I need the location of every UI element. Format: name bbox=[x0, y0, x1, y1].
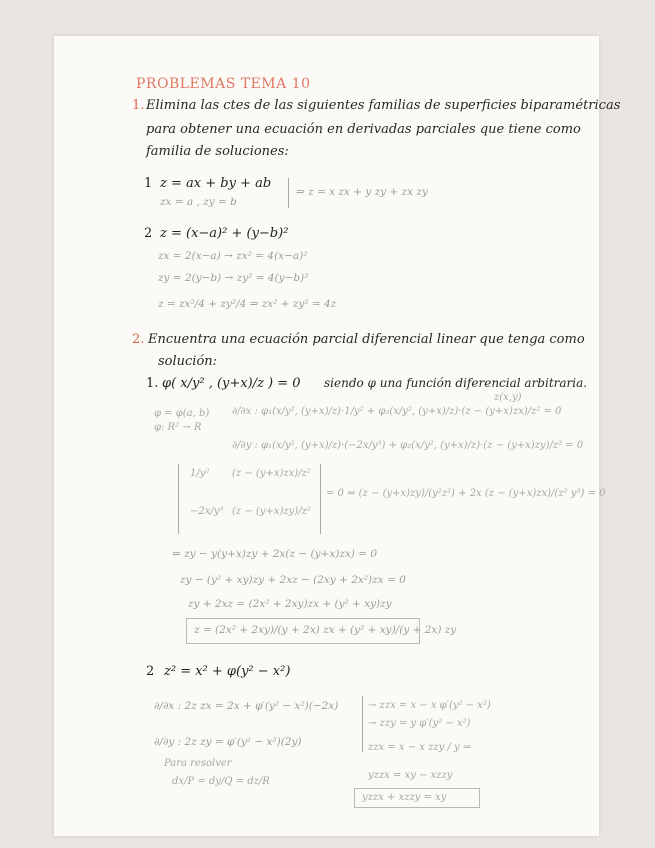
brace-1a bbox=[288, 178, 289, 208]
determinant-a: 1/y² bbox=[190, 468, 210, 479]
partial-x-line: ∂/∂x : φ₁(x/y², (y+x)/z)·1/y² + φ₂(x/y², (y+x)/z)·(z − (y+x)zx)/z² = 0 bbox=[232, 406, 562, 417]
phi-domain: φ: R² → R bbox=[154, 422, 202, 433]
determinant-d: (z − (y+x)zy)/z² bbox=[232, 506, 311, 517]
problem-1a-derivatives: zx = a , zy = b bbox=[160, 196, 237, 208]
problem-2b-r2: → zzy = y φ′(y² − x²) bbox=[368, 718, 471, 729]
problem-2a-description: siendo φ una función diferencial arbitraria. bbox=[324, 376, 588, 390]
simplify-step-2: zy − (y² + xy)zy + 2xz − (2xy + 2x²)zx = 0 bbox=[180, 574, 406, 586]
determinant-b: (z − (y+x)zx)/z² bbox=[232, 468, 311, 479]
problem-2b-label: 2 bbox=[146, 664, 155, 679]
problem-2b-r1: → zzx = x − x φ′(y² − x²) bbox=[368, 700, 491, 711]
problem-1a-equation: z = ax + by + ab bbox=[160, 176, 272, 191]
determinant-right-bar bbox=[320, 464, 321, 534]
problem-1-line-3: familia de soluciones: bbox=[146, 144, 289, 159]
problem-2b-r3: zzx = x − x zzy / y ⇒ bbox=[368, 742, 472, 753]
problem-2-line-1: Encuentra una ecuación parcial diferencial linear que tenga como bbox=[148, 332, 585, 347]
problem-2b-dx: ∂/∂x : 2z zx = 2x + φ′(y² − x²)(−2x) bbox=[154, 700, 339, 712]
page-title: PROBLEMAS TEMA 10 bbox=[136, 76, 311, 92]
determinant-result: = 0 ⇔ (z − (y+x)zy)/(y²z²) + 2x (z − (y+x)zx)/(z² y³) = 0 bbox=[326, 488, 606, 499]
notebook-page bbox=[54, 36, 621, 836]
simplify-step-1: ⇔ zy − y(y+x)zy + 2x(z − (y+x)zx) = 0 bbox=[172, 548, 378, 560]
phi-definition: φ = φ(a, b) bbox=[154, 408, 210, 419]
problem-1a-label: 1 bbox=[144, 176, 153, 191]
problem-2-line-2: solución: bbox=[158, 354, 218, 369]
problem-2b-dy: ∂/∂y : 2z zy = φ′(y² − x²)(2y) bbox=[154, 736, 302, 748]
final-answer: z = (2x² + 2xy)/(y + 2x) zx + (y² + xy)/(y + 2x) zy bbox=[194, 624, 457, 636]
problem-1b-step-2: zy = 2(y−b) → zy² = 4(y−b)² bbox=[158, 272, 309, 284]
problem-1a-result: ⇒ z = x zx + y zy + zx zy bbox=[296, 186, 428, 198]
simplify-step-3: zy + 2xz = (2x² + 2xy)zx + (y² + xy)zy bbox=[188, 598, 392, 610]
problem-2b-r5: yzzx + xzzy = xy bbox=[362, 792, 447, 803]
problem-1b-step-3: z = zx²/4 + zy²/4 ⇒ zx² + zy² = 4z bbox=[158, 298, 337, 310]
determinant-left-bar bbox=[178, 464, 179, 534]
problem-1-line-2: para obtener una ecuación en derivadas parciales que tiene como bbox=[146, 122, 581, 137]
problem-2b-r4: yzzx = xy − xzzy bbox=[368, 770, 453, 781]
note-z-of-xy: z(x,y) bbox=[494, 392, 522, 403]
para-resolver-note: Para resolver bbox=[164, 758, 232, 769]
brace-2b bbox=[362, 696, 363, 752]
lagrange-system: dx/P = dy/Q = dz/R bbox=[172, 776, 270, 787]
problem-1b-label: 2 bbox=[144, 226, 153, 241]
problem-2a-label: 1. bbox=[146, 376, 159, 391]
problem-1b-step-1: zx = 2(x−a) → zx² = 4(x−a)² bbox=[158, 250, 308, 262]
partial-y-line: ∂/∂y : φ₁(x/y², (y+x)/z)·(−2x/y³) + φ₂(x/y², (y+x)/z)·(z − (y+x)zy)/z² = 0 bbox=[232, 440, 584, 451]
problem-2b-equation: z² = x² + φ(y² − x²) bbox=[164, 664, 291, 679]
problem-1-number: 1. bbox=[132, 98, 145, 113]
determinant-c: −2x/y³ bbox=[190, 506, 224, 517]
problem-2a-equation: φ( x/y² , (y+x)/z ) = 0 bbox=[162, 376, 301, 391]
problem-1b-equation: z = (x−a)² + (y−b)² bbox=[160, 226, 289, 241]
problem-1-line-1: Elimina las ctes de las siguientes familias de superficies biparamétricas bbox=[146, 98, 621, 113]
problem-2-number: 2. bbox=[132, 332, 145, 347]
